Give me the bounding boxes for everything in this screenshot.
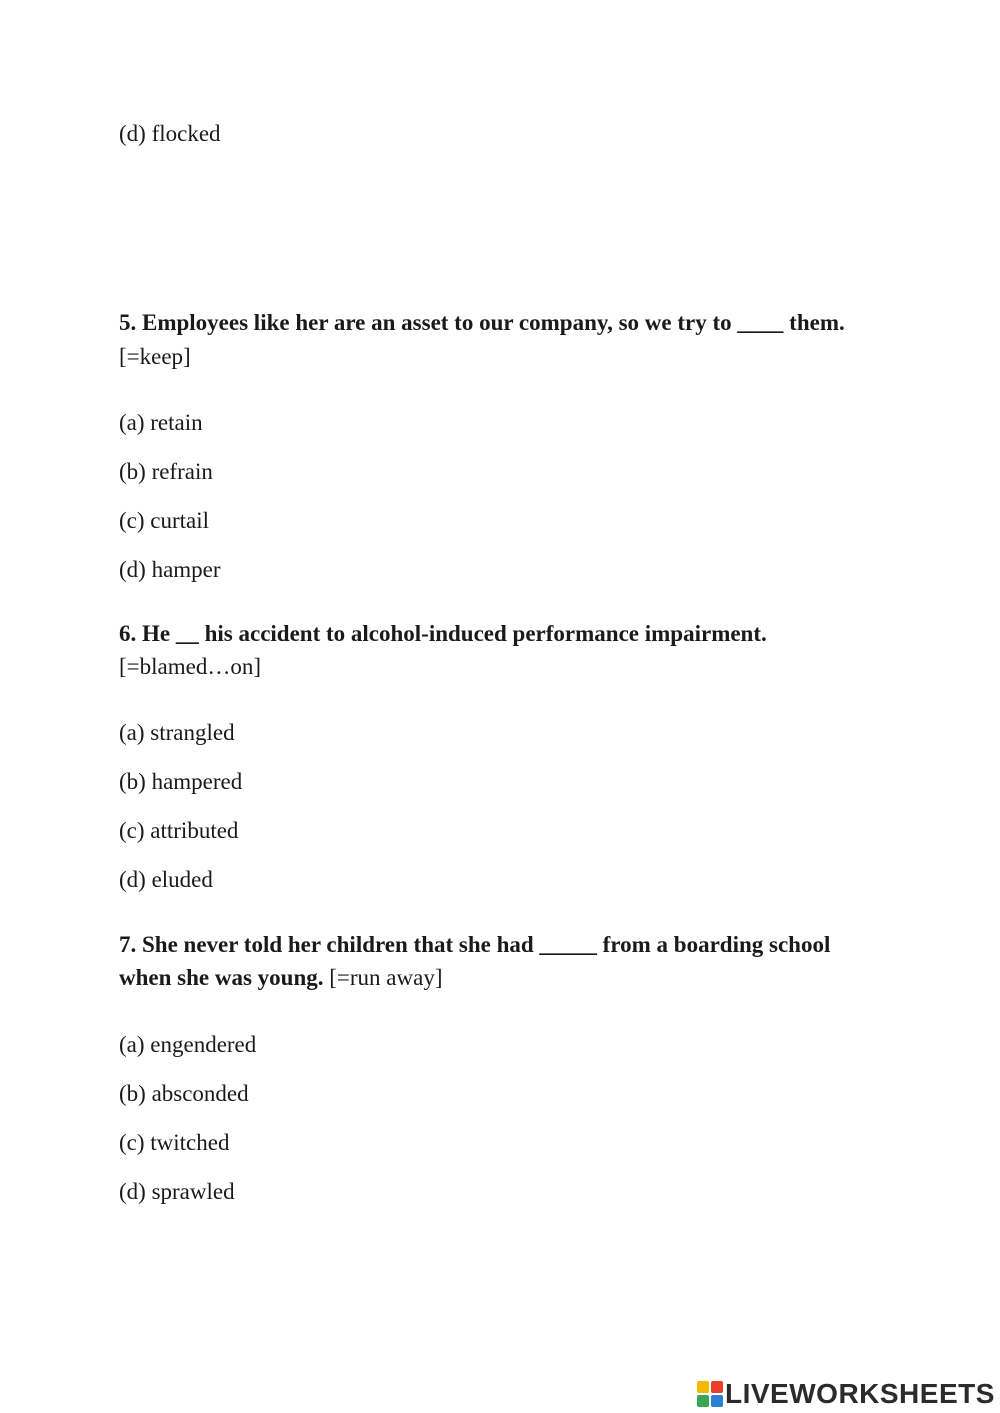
- q7-option-a[interactable]: (a) engendered: [119, 1032, 257, 1057]
- logo-square-2: [711, 1381, 723, 1393]
- q6-hint: [=blamed…on]: [119, 654, 261, 679]
- q7-option-c[interactable]: (c) twitched: [119, 1130, 230, 1155]
- liveworksheets-logo-icon: [697, 1381, 723, 1407]
- q5-option-c[interactable]: (c) curtail: [119, 508, 210, 533]
- q6-option-a[interactable]: (a) strangled: [119, 720, 235, 745]
- liveworksheets-logo[interactable]: [697, 1377, 995, 1411]
- q6-prompt: 6. He __ his accident to alcohol-induced performance impairment.: [119, 621, 767, 646]
- logo-square-3: [697, 1395, 709, 1407]
- q5-option-d[interactable]: (d) hamper: [119, 557, 221, 582]
- q7-hint: [=run away]: [329, 965, 443, 990]
- q7-option-d[interactable]: (d) sprawled: [119, 1179, 235, 1204]
- q5-hint: [=keep]: [119, 344, 191, 369]
- logo-square-1: [697, 1381, 709, 1393]
- q5-option-a[interactable]: (a) retain: [119, 410, 203, 435]
- liveworksheets-logo-text: LIVEWORKSHEETS: [725, 1378, 995, 1409]
- q7-prompt-line2-row: [119, 963, 442, 993]
- q6-option-c[interactable]: (c) attributed: [119, 818, 239, 843]
- q4-option-d[interactable]: (d) flocked: [119, 121, 221, 146]
- q6-option-d[interactable]: (d) eluded: [119, 867, 213, 892]
- logo-square-4: [711, 1395, 723, 1407]
- q6-option-b[interactable]: (b) hampered: [119, 769, 243, 794]
- q7-option-b[interactable]: (b) absconded: [119, 1081, 249, 1106]
- q5-option-b[interactable]: (b) refrain: [119, 459, 213, 484]
- q7-prompt-line2: when she was young.: [119, 965, 324, 990]
- q7-prompt-line1: 7. She never told her children that she had _____ from a boarding school: [119, 932, 831, 957]
- q5-prompt: 5. Employees like her are an asset to our company, so we try to ____ them.: [119, 310, 845, 335]
